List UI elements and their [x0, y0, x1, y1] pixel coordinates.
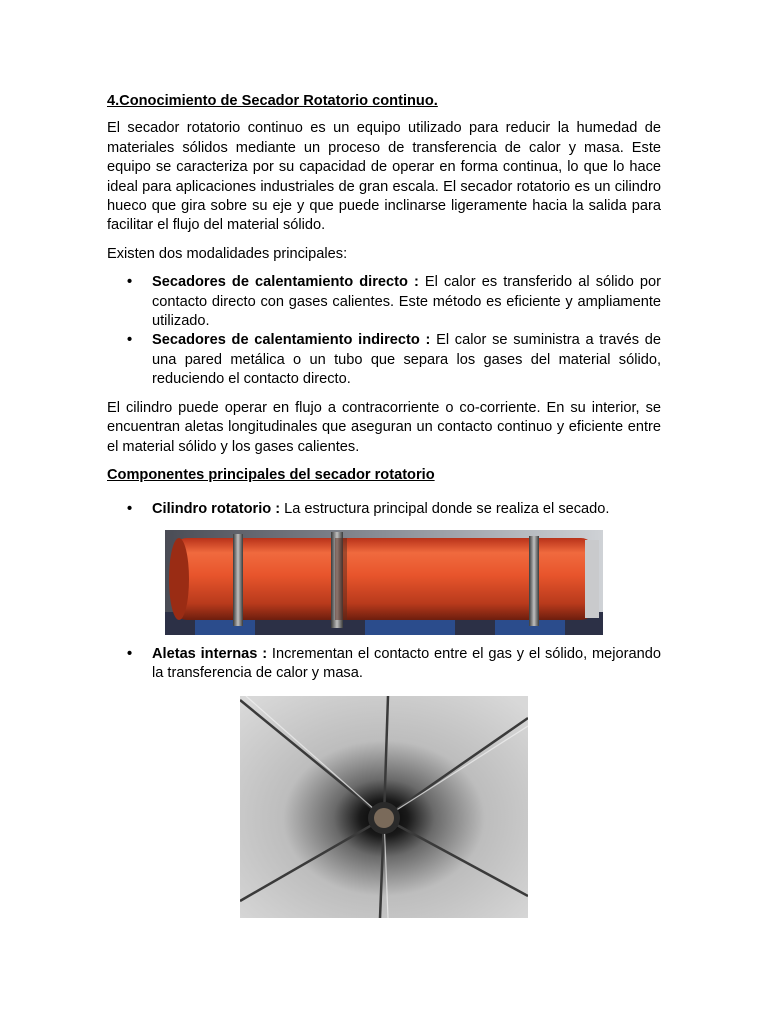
bullet-icon: •: [127, 274, 133, 291]
list-item-text: La estructura principal donde se realiza el secado.: [280, 501, 610, 517]
list-item: [107, 645, 661, 684]
list-item-text: Incrementan el contacto entre el gas y el sólido, mejorando la transferencia de calor y masa.: [152, 646, 661, 682]
intro-paragraph: El secador rotatorio continuo es un equipo utilizado para reducir la humedad de materiales sólidos mediante un proceso de transferencia de calor y masa. Este equipo se caracteriza por su capacidad de operar en forma continua, lo que lo hace ideal para aplicaciones industriales de gran escala. El secador rotatorio es un cilindro hueco que gira sobre su eje y que puede inclinarse ligeramente hacia la salida para facilitar el flujo del material sólido.: [107, 120, 661, 234]
document-body: [107, 92, 661, 493]
list-item-term: Cilindro rotatorio :: [152, 501, 281, 517]
bullet-icon: •: [127, 332, 133, 349]
list-item-text: El calor se suministra a través de una pared metálica o un tubo que separa los gases del material sólido, reduciendo el contacto directo.: [152, 332, 662, 388]
modalities-list: [107, 273, 661, 389]
modalities-intro: Existen dos modalidades principales:: [107, 245, 348, 262]
list-item: [107, 273, 661, 331]
section-heading-1: 4.Conocimiento de Secador Rotatorio continuo.: [107, 93, 438, 109]
list-item: [107, 331, 661, 389]
list-item-term: Secadores de calentamiento directo :: [152, 274, 419, 291]
bullet-icon: •: [127, 501, 133, 517]
section-heading-2: Componentes principales del secador rotatorio: [107, 466, 435, 483]
list-item-text: El calor es transferido al sólido por contacto directo con gases calientes. Este método es eficiente y ampliamente utilizado.: [152, 274, 661, 330]
bullet-icon: •: [127, 646, 133, 662]
internal-flights-photo: [240, 696, 528, 918]
list-item-term: Aletas internas :: [152, 646, 268, 662]
components-list-2: [107, 645, 661, 684]
list-item: [107, 500, 661, 519]
rotary-cylinder-photo: [165, 530, 603, 635]
list-item-term: Secadores de calentamiento indirecto :: [152, 332, 431, 349]
flow-paragraph: El cilindro puede operar en flujo a contracorriente o co-corriente. En su interior, se encuentran aletas longitudinales que aseguran un contacto continuo y eficiente entre el material sólido y los gases calientes.: [107, 399, 661, 455]
components-list-1: [107, 500, 661, 519]
